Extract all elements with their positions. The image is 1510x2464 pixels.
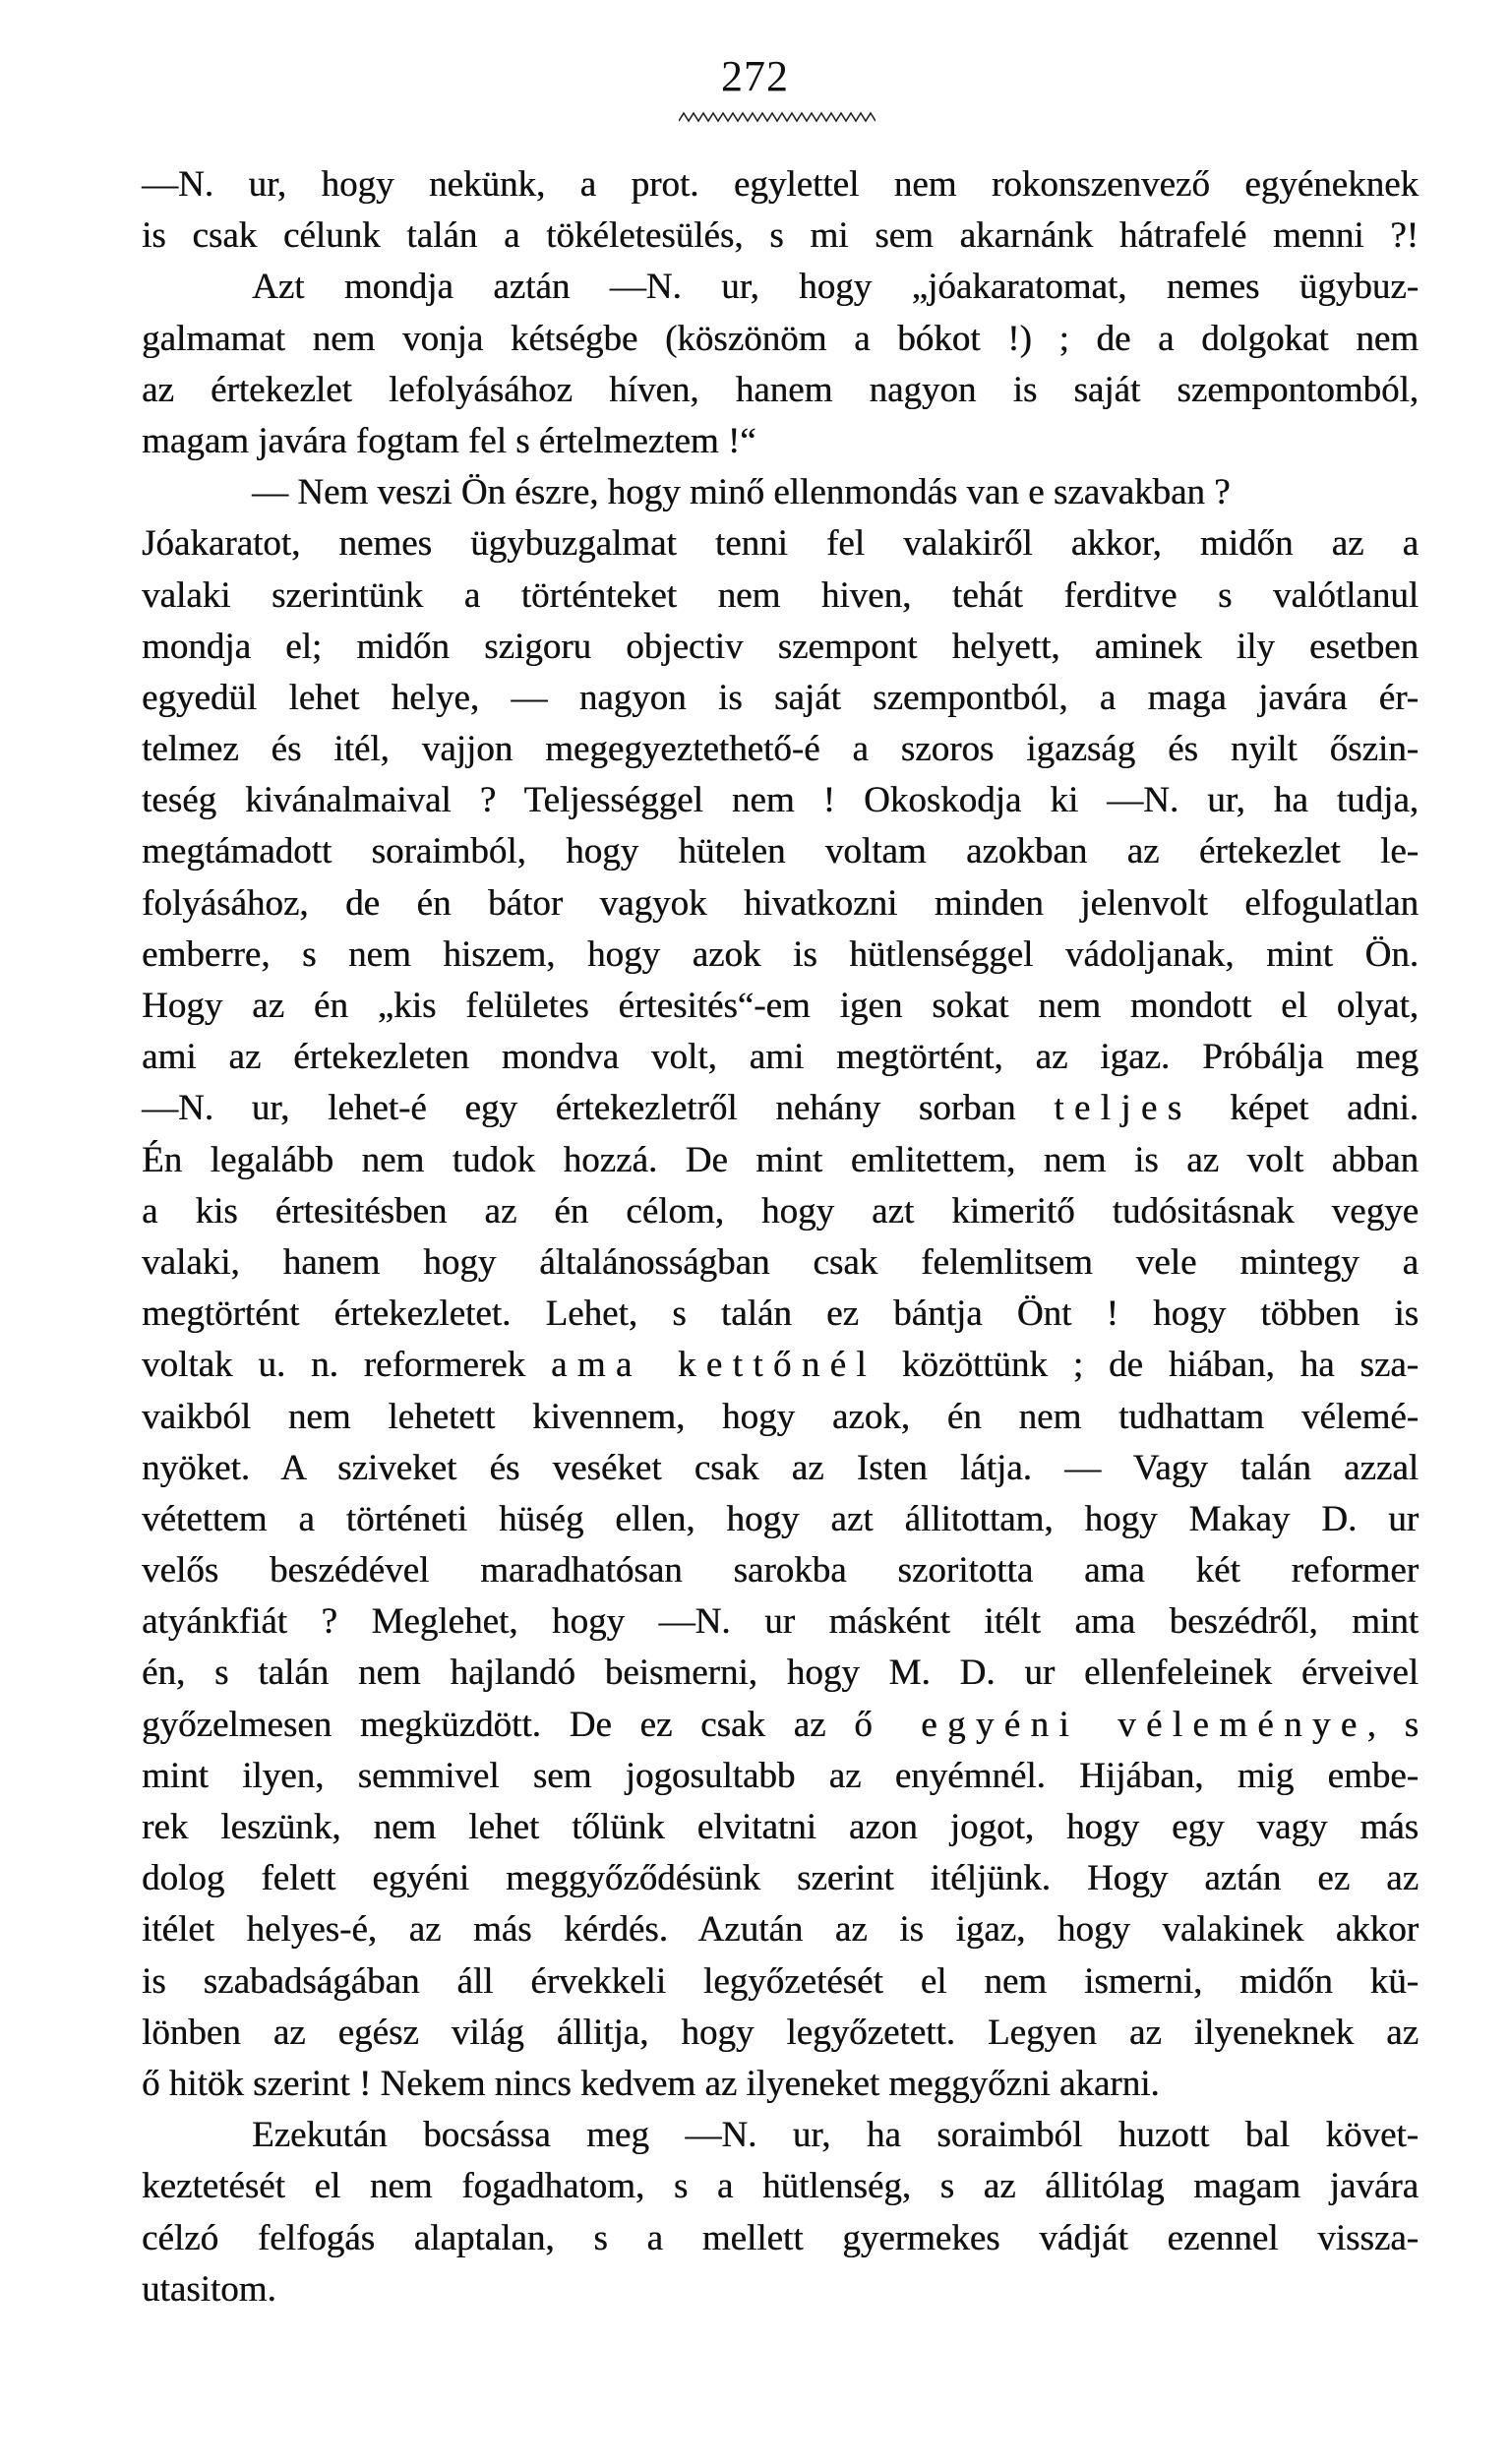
emphasized-spaced-text: ama kettőnél (550, 1345, 876, 1386)
text-segment: én, s talán nem hajlandó beismerni, hogy M. D. ur ellenfeleinek érveivel (142, 1653, 1419, 1694)
emphasized-spaced-text: teljes (1054, 1088, 1192, 1129)
text-line (142, 2161, 1419, 2212)
text-segment: emberre, s nem hiszem, hogy azok is hütlenséggel vádoljanak, mint Ön. (142, 933, 1419, 975)
text-line (142, 1237, 1419, 1289)
text-segment: —N. ur, hogy nekünk, a prot. egylettel nem rokonszenvező egyéneknek (142, 164, 1419, 205)
text-line (142, 1751, 1419, 1802)
text-line (142, 1032, 1419, 1083)
text-segment: is csak célunk talán a tökéletesülés, s mi sem akarnánk hátrafelé menni ?! (142, 215, 1419, 257)
text-line (142, 981, 1419, 1032)
text-line (142, 1802, 1419, 1853)
text-line (142, 2213, 1419, 2264)
page-number: 272 (721, 52, 789, 100)
text-line (142, 1443, 1419, 1494)
text-line (142, 467, 1419, 518)
text-line (142, 1135, 1419, 1186)
text-segment: mint ilyen, semmivel sem jogosultabb az enyémnél. Hijában, mig embe- (142, 1755, 1419, 1796)
text-segment: keztetését el nem fogadhatom, s a hütlenség, s az állitólag magam javára (142, 2166, 1419, 2207)
emphasized-spaced-text: ő egyéni véleménye (854, 1704, 1367, 1745)
text-line (142, 2264, 1419, 2315)
text-segment: itélet helyes-é, az más kérdés. Azután az is igaz, hogy valakinek akkor (142, 1909, 1419, 1951)
text-segment: vaikból nem lehetett kivennem, hogy azok, én nem tudhattam vélemé- (142, 1396, 1419, 1437)
text-segment: mondja el; midőn szigoru objectiv szempont helyett, aminek ily esetben (142, 626, 1419, 667)
text-segment: célzó felfogás alaptalan, s a mellett gyermekes vádját ezennel vissza- (142, 2217, 1419, 2258)
text-segment: teség kivánalmaival ? Teljességgel nem ! Okoskodja ki —N. ur, ha tudja, (142, 780, 1419, 821)
text-segment: ami az értekezleten mondva volt, ami megtörtént, az igaz. Próbálja meg (142, 1037, 1419, 1078)
text-line (142, 1596, 1419, 1648)
text-segment: Hogy az én „kis felületes értesités“-em igen sokat nem mondott el olyat, (142, 986, 1419, 1026)
text-segment: Azt mondja aztán —N. ur, hogy „jóakaratomat, nemes ügybuz- (252, 267, 1419, 308)
text-segment: is szabadságában áll érvekkeli legyőzetését el nem ismerni, midőn kü- (142, 1960, 1419, 2002)
text-line (142, 2008, 1419, 2059)
text-line (142, 622, 1419, 673)
text-segment: —N. ur, lehet-é egy értekezletről nehány sorban (142, 1088, 1055, 1129)
article-body (142, 159, 1419, 2315)
text-line (142, 1545, 1419, 1596)
text-segment: telmez és itél, vajjon megegyeztethető-é a szoros igazság és nyilt őszin- (142, 729, 1419, 770)
text-line (142, 1956, 1419, 2008)
text-line (142, 1904, 1419, 1955)
text-line (142, 775, 1419, 826)
text-line (142, 1083, 1419, 1134)
text-segment: győzelmesen megküzdött. De ez csak az (142, 1704, 855, 1745)
text-segment: — Nem veszi Ön észre, hogy minő ellenmondás van e szavakban ? (252, 472, 1231, 513)
text-segment: megtörtént értekezletet. Lehet, s talán ez bántja Önt ! hogy többen is (142, 1293, 1419, 1335)
text-segment: Ezekután bocsássa meg —N. ur, ha soraimból huzott bal követ- (252, 2115, 1419, 2156)
text-segment: közöttünk ; de hiában, ha sza- (876, 1345, 1419, 1386)
text-line (142, 314, 1419, 365)
text-line (142, 262, 1419, 313)
text-segment: ő hitök szerint ! Nekem nincs kedvem az ilyeneket meggyőzni akarni. (142, 2063, 1160, 2104)
text-segment: dolog felett egyéni meggyőződésünk szerint itéljünk. Hogy aztán ez az (142, 1858, 1419, 1899)
text-line (142, 2110, 1419, 2161)
text-line (142, 1700, 1419, 1751)
text-line (142, 673, 1419, 724)
text-segment: atyánkfiát ? Meglehet, hogy —N. ur másként itélt ama beszédről, mint (142, 1601, 1419, 1643)
text-line (142, 826, 1419, 877)
text-line (142, 1392, 1419, 1443)
text-segment: rek leszünk, nem lehet tőlünk elvitatni azon jogot, hogy egy vagy más (142, 1807, 1419, 1847)
text-line (142, 571, 1419, 622)
text-line (142, 878, 1419, 930)
text-segment: , s (1366, 1704, 1419, 1745)
text-line (142, 159, 1419, 210)
text-line (142, 724, 1419, 775)
text-line (142, 1186, 1419, 1237)
text-segment: az értekezlet lefolyásához híven, hanem nagyon is saját szempontomból, (142, 369, 1419, 410)
text-segment: valaki, hanem hogy általánosságban csak felemlitsem vele mintegy a (142, 1241, 1419, 1283)
text-segment: folyásához, de én bátor vagyok hivatkozni minden jelenvolt elfogulatlan (142, 882, 1419, 924)
text-segment: velős beszédével maradhatósan sarokba szoritotta ama két reformer (142, 1550, 1419, 1592)
text-line (142, 1648, 1419, 1699)
text-line (142, 416, 1419, 467)
text-segment: nyöket. A sziveket és veséket csak az Isten látja. — Vagy talán azzal (142, 1447, 1419, 1488)
text-segment: galmamat nem vonja kétségbe (köszönöm a bókot !) ; de a dolgokat nem (142, 318, 1419, 359)
text-segment: a kis értesitésben az én célom, hogy azt kimeritő tudósitásnak vegye (142, 1190, 1419, 1232)
ornamental-wavy-rule (679, 110, 876, 124)
text-segment: valaki szerintünk a történteket nem hiven, tehát ferditve s valótlanul (142, 574, 1419, 616)
text-line (142, 1494, 1419, 1545)
text-segment: egyedül lehet helye, — nagyon is saját szempontból, a maga javára ér- (142, 677, 1419, 718)
text-segment: voltak u. n. reformerek (142, 1345, 551, 1386)
text-line (142, 1289, 1419, 1340)
text-segment: magam javára fogtam fel s értelmeztem !“ (142, 420, 756, 461)
text-line (142, 2059, 1419, 2110)
text-line (142, 210, 1419, 262)
text-line (142, 1340, 1419, 1391)
text-line (142, 930, 1419, 981)
text-segment: Jóakaratot, nemes ügybuzgalmat tenni fel valakiről akkor, midőn az a (142, 523, 1419, 565)
text-segment: megtámadott soraimból, hogy hütelen voltam azokban az értekezlet le- (142, 831, 1419, 872)
text-segment: utasitom. (142, 2268, 276, 2310)
text-line (142, 518, 1419, 570)
text-segment: vétettem a történeti hüség ellen, hogy azt állitottam, hogy Makay D. ur (142, 1498, 1419, 1539)
text-segment: képet adni. (1191, 1088, 1419, 1129)
text-line (142, 1853, 1419, 1904)
text-line (142, 365, 1419, 416)
text-segment: Én legalább nem tudok hozzá. De mint emlitettem, nem is az volt abban (142, 1139, 1419, 1180)
text-segment: lönben az egész világ állitja, hogy legyőzetett. Legyen az ilyeneknek az (142, 2012, 1419, 2053)
